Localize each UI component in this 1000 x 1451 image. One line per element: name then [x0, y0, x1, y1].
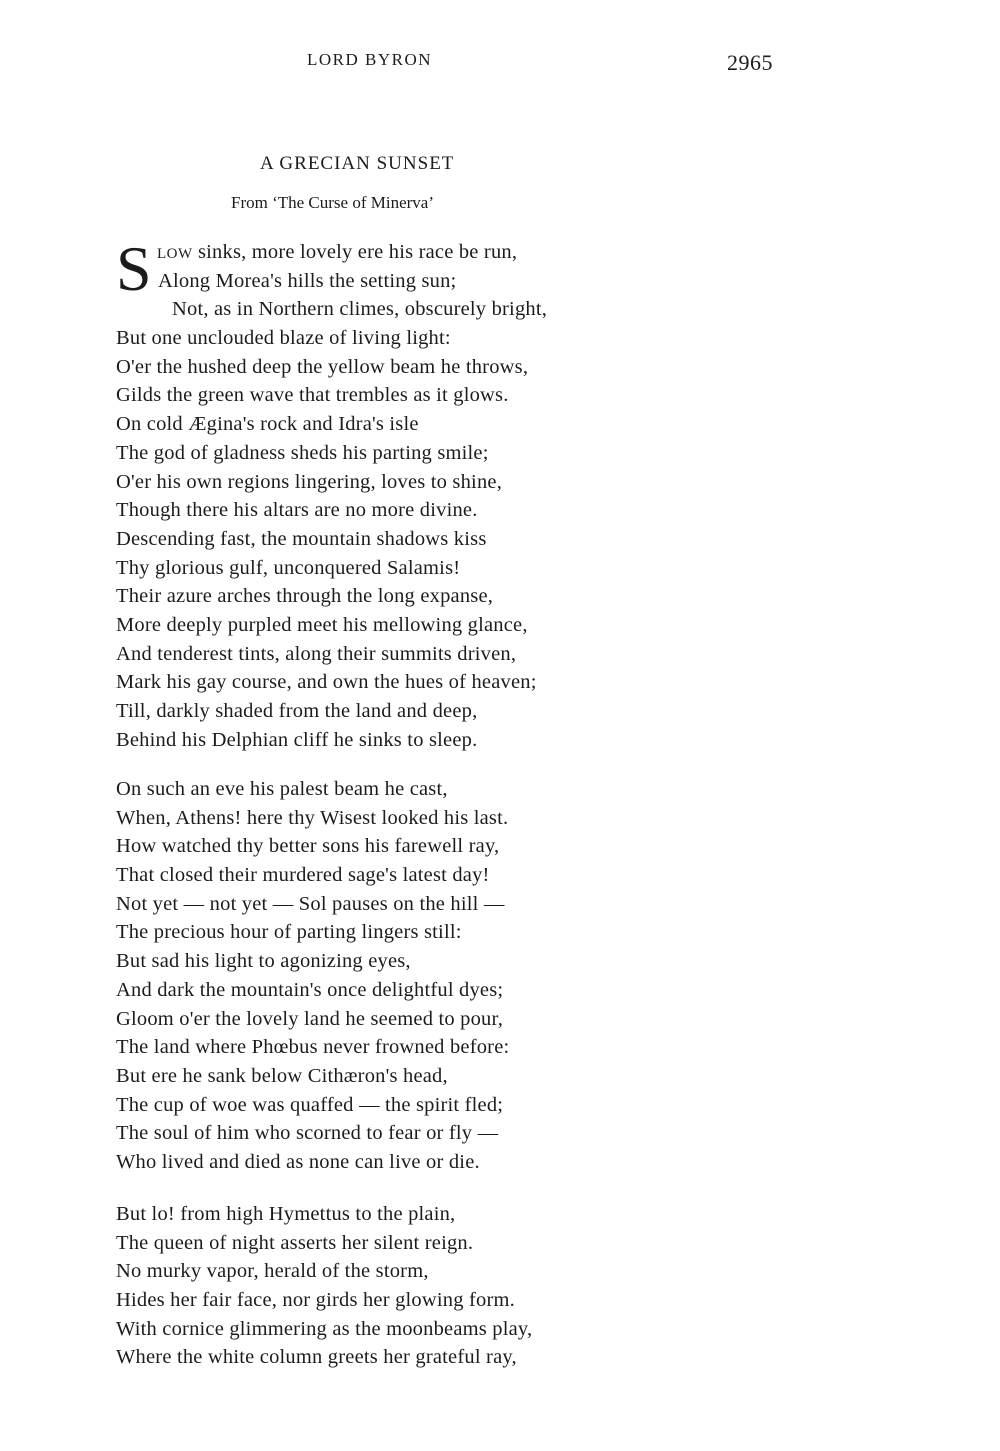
poem-line: O'er the hushed deep the yellow beam he throws, [116, 355, 529, 378]
poem-title: A GRECIAN SUNSET [260, 153, 455, 174]
running-head: LORD BYRON [307, 50, 433, 69]
poem-line: How watched thy better sons his farewell ray, [116, 835, 500, 858]
poem-line: But lo! from high Hymettus to the plain, [116, 1203, 456, 1225]
poem-line: Thy glorious gulf, unconquered Salamis! [116, 556, 461, 579]
poem-line: Not yet — not yet — Sol pauses on the hill — [116, 892, 505, 915]
poem-line: When, Athens! here thy Wisest looked his last. [116, 806, 509, 829]
first-word-smallcaps: LOW [157, 246, 193, 262]
poem-line: But sad his light to agonizing eyes, [116, 950, 411, 973]
stanza-3 [116, 1200, 756, 1372]
poem-line: Though there his altars are no more divine. [116, 499, 478, 522]
poem-line: The land where Phœbus never frowned before: [116, 1036, 510, 1059]
poem-line: Mark his gay course, and own the hues of heaven; [116, 671, 537, 694]
poem-line: Till, darkly shaded from the land and deep, [116, 700, 478, 722]
poem-line: And dark the mountain's once delightful dyes; [116, 978, 504, 1001]
poem-line [116, 238, 756, 267]
poem-line: On cold Ægina's rock and Idra's isle [116, 413, 419, 436]
poem-line: Gilds the green wave that trembles as it glows. [116, 384, 509, 407]
poem-line: But ere he sank below Cithæron's head, [116, 1064, 448, 1087]
poem-line: Not, as in Northern climes, obscurely bright, [172, 298, 548, 321]
drop-cap: S [116, 233, 152, 304]
poem-line: The god of gladness sheds his parting smile; [116, 441, 489, 464]
poem-line: Gloom o'er the lovely land he seemed to pour, [116, 1007, 504, 1030]
poem-line: More deeply purpled meet his mellowing glance, [116, 613, 528, 636]
poem-line: Hides her fair face, nor girds her glowing form. [116, 1289, 515, 1312]
poem-line: The queen of night asserts her silent reign. [116, 1231, 474, 1254]
poem-line: Who lived and died as none can live or die. [116, 1150, 480, 1173]
poem-line: No murky vapor, herald of the storm, [116, 1260, 429, 1283]
poem-line: That closed their murdered sage's latest day! [116, 864, 490, 887]
poem-line: The soul of him who scorned to fear or fly — [116, 1122, 499, 1145]
stanza-1 [116, 233, 756, 754]
poem-line: But one unclouded blaze of living light: [116, 327, 451, 350]
poem-subtitle: From ‘The Curse of Minerva’ [231, 193, 435, 212]
stanza-2 [116, 775, 756, 1177]
poem-line: Where the white column greets her grateful ray, [116, 1346, 517, 1369]
poem-line: Along Morea's hills the setting sun; [158, 269, 457, 292]
poem-line: With cornice glimmering as the moonbeams play, [116, 1317, 533, 1340]
poem-line: Descending fast, the mountain shadows kiss [116, 527, 487, 550]
poem-line: The cup of woe was quaffed — the spirit fled; [116, 1093, 504, 1116]
poem-line: The precious hour of parting lingers still: [116, 921, 462, 944]
poem-line: O'er his own regions lingering, loves to shine, [116, 470, 503, 493]
poem-line: On such an eve his palest beam he cast, [116, 778, 448, 800]
first-line-text: sinks, more lovely ere his race be run, [192, 241, 518, 263]
page-number: 2965 [727, 50, 773, 75]
poem-line: Behind his Delphian cliff he sinks to sleep. [116, 728, 478, 751]
poem-line: Their azure arches through the long expanse, [116, 585, 494, 608]
poem-line: And tenderest tints, along their summits driven, [116, 642, 517, 665]
